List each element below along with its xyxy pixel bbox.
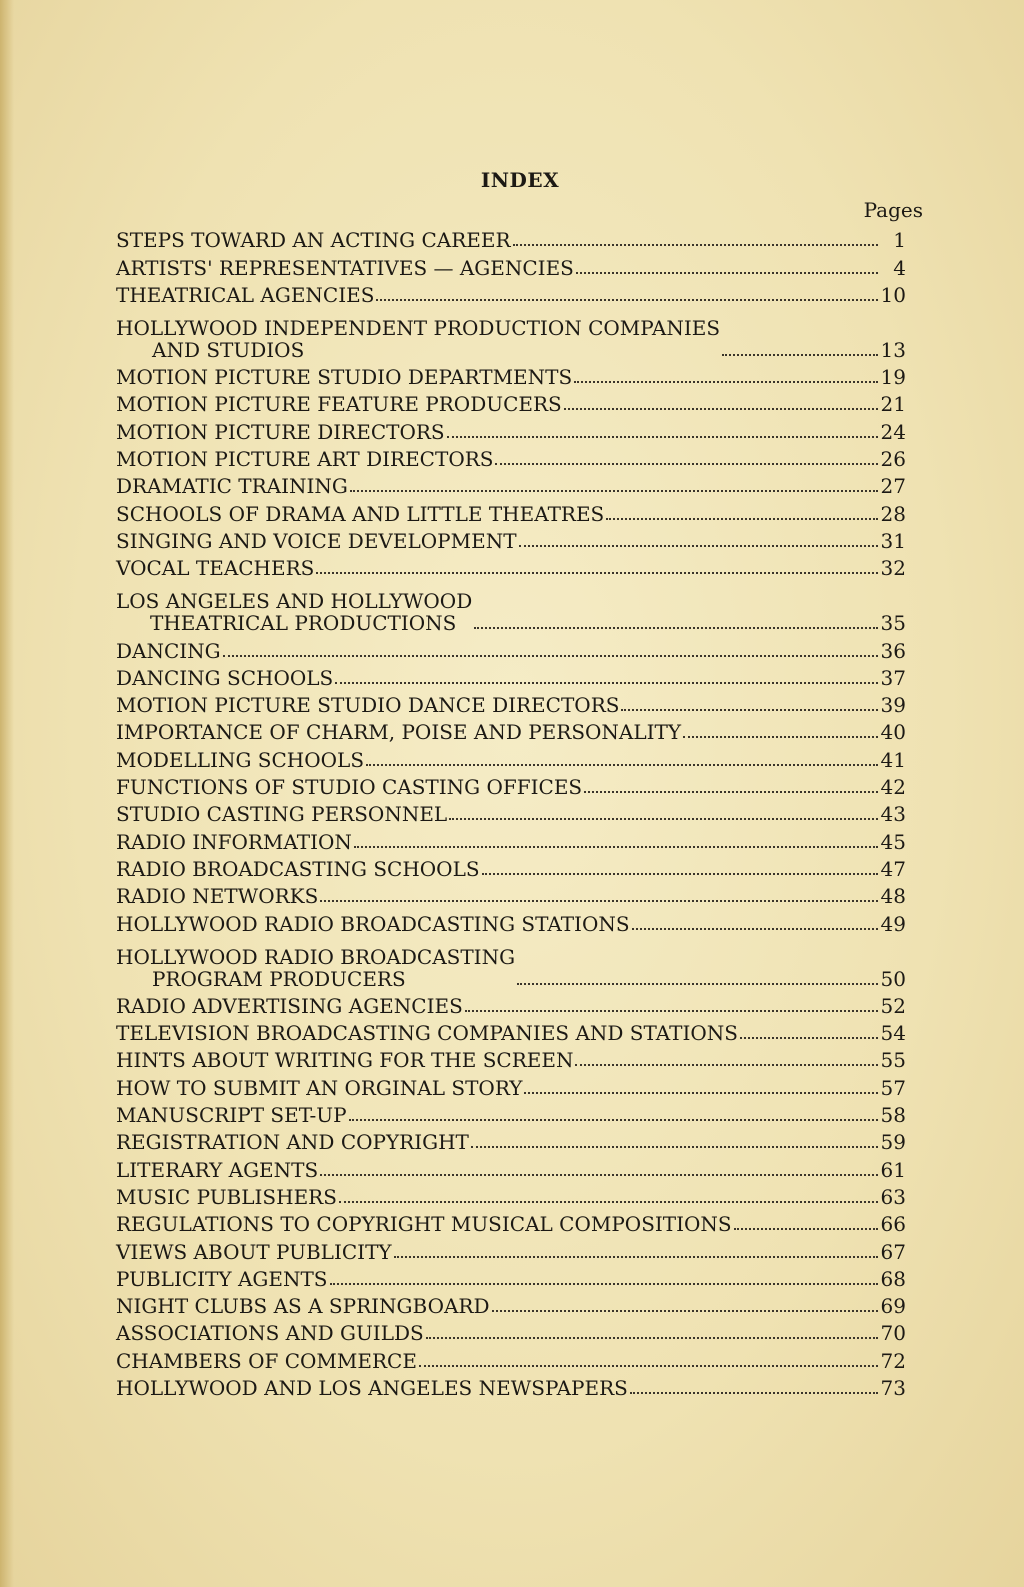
entry-title-line: HOLLYWOOD RADIO BROADCASTING STATIONS [116, 911, 630, 936]
dot-leader [394, 1256, 878, 1258]
index-entry [116, 1017, 906, 1044]
entry-title [116, 421, 445, 443]
entry-title [116, 1241, 392, 1263]
index-entry [116, 224, 906, 251]
entry-page-number: 49 [880, 911, 906, 936]
dot-leader [574, 381, 878, 383]
entry-title [116, 640, 221, 662]
dot-leader [449, 818, 878, 820]
entry-title [116, 448, 493, 470]
entry-page-number: 31 [880, 528, 906, 553]
entry-page-number: 73 [880, 1375, 906, 1400]
entry-title-line: MOTION PICTURE STUDIO DEPARTMENTS [116, 365, 573, 390]
index-entry [116, 251, 906, 278]
index-entry [116, 880, 906, 907]
index-entry [116, 689, 906, 716]
entry-page-number: 37 [880, 665, 906, 690]
dot-leader [575, 1064, 878, 1066]
entry-page-number: 42 [880, 775, 906, 800]
entry-page-number: 67 [880, 1239, 906, 1264]
index-entry [116, 415, 906, 442]
dot-leader [564, 408, 878, 410]
entry-title-line: DRAMATIC TRAINING [116, 474, 348, 499]
entry-title-line: REGULATIONS TO COPYRIGHT MUSICAL COMPOSITIONS [116, 1212, 732, 1237]
entry-title [116, 229, 511, 251]
entry-page-number: 52 [880, 993, 906, 1018]
dot-leader [350, 490, 878, 492]
entry-title [116, 1104, 347, 1126]
index-entry [116, 853, 906, 880]
entry-page-number: 26 [880, 447, 906, 472]
index-entry [116, 443, 906, 470]
pages-column-header: Pages [863, 198, 923, 222]
index-entry [116, 990, 906, 1017]
dot-leader [584, 791, 878, 793]
entry-title-line: LITERARY AGENTS [116, 1157, 319, 1182]
dot-leader [465, 1010, 878, 1012]
index-entry [116, 716, 906, 743]
entry-title-line: STEPS TOWARD AN ACTING CAREER [116, 228, 511, 253]
dot-leader [471, 1146, 878, 1148]
entry-page-number: 4 [893, 255, 906, 280]
entry-title [116, 667, 333, 689]
entry-title [116, 776, 582, 798]
dot-leader [621, 709, 878, 711]
index-entry [116, 497, 906, 524]
entry-title [116, 721, 681, 743]
entry-title [116, 1268, 328, 1290]
entry-title-line: RADIO ADVERTISING AGENCIES [116, 993, 463, 1018]
entry-title-line: THEATRICAL AGENCIES [116, 282, 375, 307]
entry-title [116, 1322, 424, 1344]
entry-title-continuation: PROGRAM PRODUCERS [152, 966, 406, 991]
entry-title-line: VOCAL TEACHERS [116, 556, 315, 581]
entry-title [116, 366, 572, 388]
entry-page-number: 54 [880, 1021, 906, 1046]
index-entry [116, 1099, 906, 1126]
entry-page-number: 27 [880, 474, 906, 499]
dot-leader [576, 272, 878, 274]
index-entry [116, 1263, 906, 1290]
index-entry [116, 361, 906, 388]
entry-title [116, 1213, 732, 1235]
dot-leader [339, 1201, 878, 1203]
dot-leader [474, 627, 878, 629]
dot-leader [513, 244, 878, 246]
index-entry [116, 771, 906, 798]
entry-page-number: 45 [880, 829, 906, 854]
entry-page-number: 57 [880, 1075, 906, 1100]
index-entry [116, 634, 906, 661]
dot-leader [630, 1392, 878, 1394]
index-entry [116, 1181, 906, 1208]
entry-title [116, 885, 318, 907]
entry-title-line: MUSIC PUBLISHERS [116, 1184, 337, 1209]
index-entry [116, 306, 906, 361]
dot-leader [632, 928, 878, 930]
index-entry [116, 825, 906, 852]
entry-title-line: TELEVISION BROADCASTING COMPANIES AND STATIONS [116, 1021, 738, 1046]
entry-page-number: 63 [880, 1184, 906, 1209]
entry-title-line: MOTION PICTURE STUDIO DANCE DIRECTORS [116, 693, 620, 718]
entry-title-line: RADIO NETWORKS [116, 884, 319, 909]
entry-title [116, 1295, 490, 1317]
index-list [116, 224, 906, 1399]
entry-page-number: 72 [880, 1348, 906, 1373]
entry-title-line: PUBLICITY AGENTS [116, 1266, 328, 1291]
entry-title [116, 858, 480, 880]
entry-page-number: 35 [880, 611, 906, 636]
entry-title-line: ASSOCIATIONS AND GUILDS [116, 1321, 424, 1346]
entry-page-number: 66 [880, 1212, 906, 1237]
entry-page-number: 32 [880, 556, 906, 581]
entry-title [116, 1186, 337, 1208]
entry-title-line: SCHOOLS OF DRAMA AND LITTLE THEATRES [116, 501, 605, 526]
dot-leader [320, 1174, 878, 1176]
entry-page-number: 10 [880, 282, 906, 307]
entry-title-line: RADIO BROADCASTING SCHOOLS [116, 856, 480, 881]
entry-title-line: RADIO INFORMATION [116, 829, 352, 854]
entry-title-continuation: AND STUDIOS [152, 337, 305, 362]
entry-title-line: DANCING [116, 638, 221, 663]
entry-page-number: 36 [880, 638, 906, 663]
entry-title-line: DANCING SCHOOLS [116, 665, 334, 690]
entry-page-number: 69 [880, 1294, 906, 1319]
entry-title-line: MOTION PICTURE ART DIRECTORS [116, 447, 494, 472]
index-entry [116, 1344, 906, 1371]
index-entry [116, 662, 906, 689]
dot-leader [330, 1283, 878, 1285]
entry-title [116, 749, 364, 771]
entry-title [116, 557, 314, 579]
dot-leader [366, 764, 878, 766]
entry-title-line: HOLLYWOOD AND LOS ANGELES NEWSPAPERS [116, 1375, 628, 1400]
index-entry [116, 1126, 906, 1153]
entry-title-line: SINGING AND VOICE DEVELOPMENT [116, 528, 517, 553]
entry-title-line: VIEWS ABOUT PUBLICITY [116, 1239, 392, 1264]
index-entry [116, 935, 906, 990]
entry-title-line: IMPORTANCE OF CHARM, POISE AND PERSONALITY [116, 720, 682, 745]
entry-title [116, 946, 515, 990]
entry-title-line: HOLLYWOOD RADIO BROADCASTING [116, 944, 516, 969]
page-title: INDEX [480, 168, 560, 192]
entry-title-line: HINTS ABOUT WRITING FOR THE SCREEN [116, 1048, 574, 1073]
entry-title-line: CHAMBERS OF COMMERCE [116, 1348, 417, 1373]
entry-title-line: MOTION PICTURE FEATURE PRODUCERS [116, 392, 562, 417]
dot-leader [482, 873, 878, 875]
index-entry [116, 525, 906, 552]
entry-page-number: 59 [880, 1130, 906, 1155]
entry-title [116, 831, 352, 853]
entry-title-line: LOS ANGELES AND HOLLYWOOD [116, 589, 473, 614]
entry-title [116, 694, 619, 716]
dot-leader [524, 1092, 878, 1094]
index-entry [116, 388, 906, 415]
dot-leader [316, 572, 878, 574]
entry-title [116, 530, 517, 552]
entry-title-line: HOLLYWOOD INDEPENDENT PRODUCTION COMPANIES [116, 315, 721, 340]
dot-leader [495, 463, 878, 465]
index-entry [116, 1071, 906, 1098]
dot-leader [519, 545, 878, 547]
entry-page-number: 70 [880, 1321, 906, 1346]
entry-page-number: 40 [880, 720, 906, 745]
entry-page-number: 28 [880, 501, 906, 526]
dot-leader [376, 299, 878, 301]
index-entry [116, 798, 906, 825]
dot-leader [734, 1228, 878, 1230]
entry-title-line: HOW TO SUBMIT AN ORGINAL STORY [116, 1075, 523, 1100]
entry-page-number: 13 [880, 337, 906, 362]
entry-title [116, 317, 720, 361]
entry-title [116, 1377, 628, 1399]
dot-leader [354, 846, 878, 848]
dot-leader [335, 682, 878, 684]
entry-title-line: FUNCTIONS OF STUDIO CASTING OFFICES [116, 775, 583, 800]
entry-title [116, 1159, 318, 1181]
entry-page-number: 58 [880, 1103, 906, 1128]
entry-page-number: 55 [880, 1048, 906, 1073]
index-entry [116, 1290, 906, 1317]
entry-title-line: MOTION PICTURE DIRECTORS [116, 419, 445, 444]
dot-leader [740, 1037, 878, 1039]
dot-leader [492, 1310, 878, 1312]
entry-title [116, 590, 472, 634]
entry-title [116, 393, 562, 415]
entry-title [116, 1350, 417, 1372]
entry-title [116, 257, 574, 279]
entry-title [116, 995, 463, 1017]
dot-leader [223, 655, 878, 657]
dot-leader [683, 736, 878, 738]
entry-title [116, 503, 604, 525]
entry-title-line: NIGHT CLUBS AS A SPRINGBOARD [116, 1294, 490, 1319]
index-entry [116, 279, 906, 306]
entry-page-number: 1 [893, 228, 906, 253]
entry-page-number: 41 [880, 747, 906, 772]
entry-title-line: REGISTRATION AND COPYRIGHT [116, 1130, 469, 1155]
index-entry [116, 1153, 906, 1180]
entry-title [116, 1131, 469, 1153]
entry-title-line: STUDIO CASTING PERSONNEL [116, 802, 448, 827]
entry-title [116, 475, 348, 497]
entry-page-number: 24 [880, 419, 906, 444]
entry-page-number: 68 [880, 1266, 906, 1291]
index-entry [116, 1208, 906, 1235]
entry-page-number: 39 [880, 693, 906, 718]
page-edge-shadow [0, 0, 14, 1587]
index-entry [116, 1235, 906, 1262]
index-entry [116, 470, 906, 497]
index-entry [116, 743, 906, 770]
entry-title [116, 913, 630, 935]
entry-title-continuation: THEATRICAL PRODUCTIONS [150, 611, 457, 636]
index-entry [116, 1044, 906, 1071]
index-entry [116, 579, 906, 634]
entry-title [116, 803, 447, 825]
entry-title [116, 1049, 573, 1071]
dot-leader [722, 354, 878, 356]
entry-title-line: MANUSCRIPT SET-UP [116, 1103, 347, 1128]
dot-leader [349, 1119, 878, 1121]
entry-title-line: MODELLING SCHOOLS [116, 747, 365, 772]
entry-title-line: ARTISTS' REPRESENTATIVES — AGENCIES [116, 255, 574, 280]
entry-title [116, 284, 374, 306]
dot-leader [419, 1365, 878, 1367]
entry-title [116, 1077, 522, 1099]
entry-page-number: 61 [880, 1157, 906, 1182]
entry-page-number: 19 [880, 365, 906, 390]
entry-page-number: 50 [880, 966, 906, 991]
entry-page-number: 48 [880, 884, 906, 909]
dot-leader [447, 436, 878, 438]
entry-title [116, 1022, 738, 1044]
dot-leader [320, 900, 878, 902]
index-entry [116, 552, 906, 579]
index-entry [116, 907, 906, 934]
index-entry [116, 1317, 906, 1344]
index-entry [116, 1372, 906, 1399]
entry-page-number: 47 [880, 856, 906, 881]
dot-leader [426, 1337, 878, 1339]
dot-leader [517, 983, 878, 985]
dot-leader [606, 518, 878, 520]
entry-page-number: 43 [880, 802, 906, 827]
entry-page-number: 21 [880, 392, 906, 417]
